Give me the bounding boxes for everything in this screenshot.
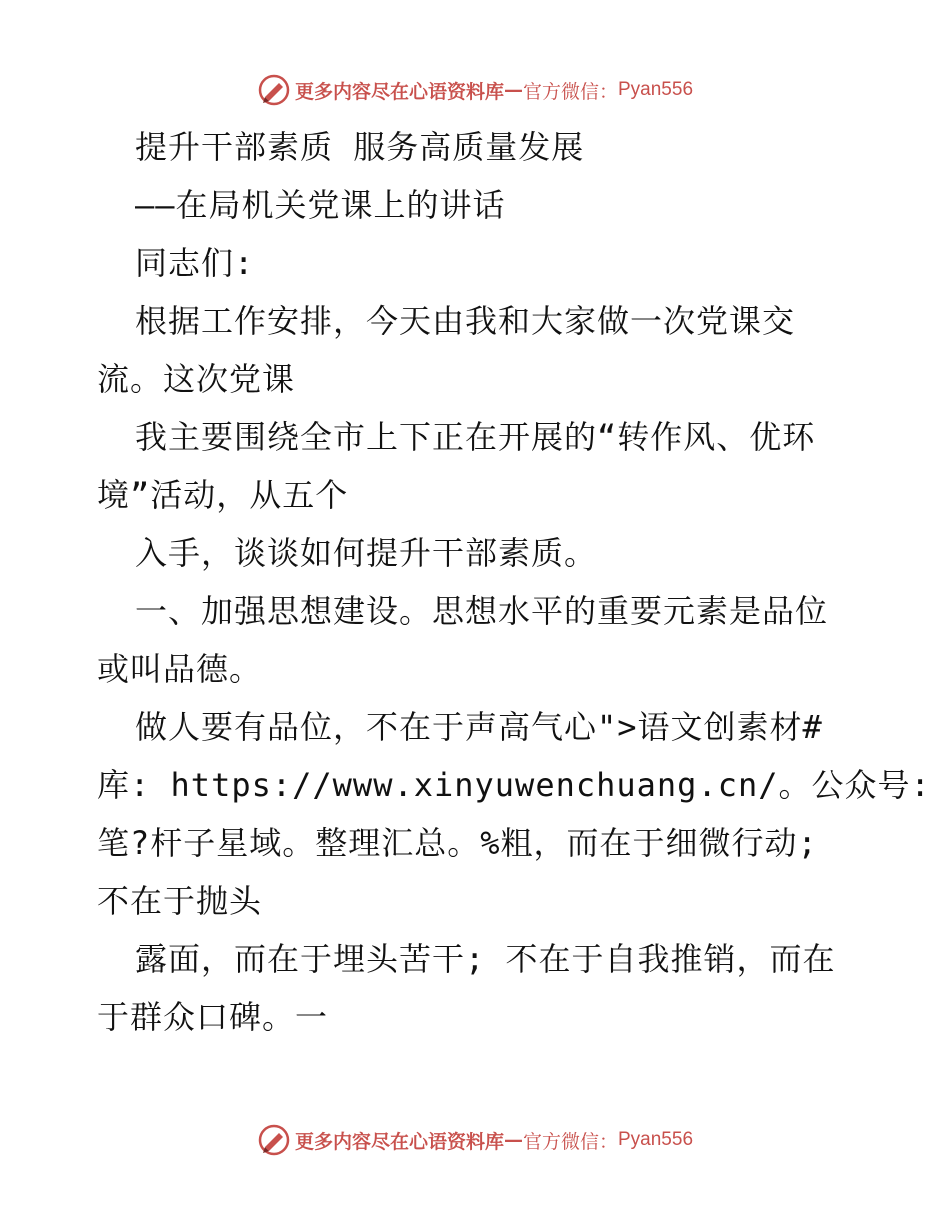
document-body (97, 118, 931, 1046)
banner-wechat-label: 官方微信： (522, 80, 618, 103)
banner-text: 更多内容尽在心语资料库 (294, 80, 504, 103)
text-line: 做人要有品位，不在于声高气心">语文创素材# (135, 708, 823, 746)
salutation: 同志们: (135, 244, 255, 282)
text-line: 不在于抛头 (97, 882, 263, 920)
text-line: 露面，而在于埋头苦干; 不在于自我推销，而在 (135, 940, 836, 978)
text-line: 根据工作安排，今天由我和大家做一次党课交 (135, 302, 796, 340)
doc-subtitle: ——在局机关党课上的讲话 (135, 186, 506, 224)
footer-watermark-banner (0, 1120, 950, 1160)
banner-dash: — (503, 79, 523, 101)
pen-logo-icon (257, 1123, 291, 1157)
text-line: 库: https://www.xinyuwenchuang.cn/。公众号: (97, 766, 931, 804)
text-line: 流。这次党课 (97, 360, 296, 398)
text-line: 入手，谈谈如何提升干部素质。 (135, 534, 598, 572)
text-line: 境”活动，从五个 (97, 476, 349, 514)
banner-wechat-id: Pyan556 (618, 1129, 694, 1150)
section-heading-line: 一、加强思想建设。思想水平的重要元素是品位 (135, 592, 829, 630)
banner-wechat-label: 官方微信： (522, 1130, 618, 1153)
header-watermark-banner (0, 70, 950, 110)
doc-title: 提升干部素质 服务高质量发展 (135, 128, 585, 166)
text-line: 或叫品德。 (97, 650, 263, 688)
banner-text: 更多内容尽在心语资料库 (294, 1130, 504, 1153)
text-line: 笔?杆子星域。整理汇总。%粗，而在于细微行动; (97, 824, 818, 862)
pen-logo-icon (257, 73, 291, 107)
text-line: 我主要围绕全市上下正在开展的“转作风、优环 (135, 418, 816, 456)
text-line: 于群众口碑。一 (97, 998, 329, 1036)
banner-dash: — (503, 1129, 523, 1151)
banner-wechat-id: Pyan556 (618, 79, 694, 100)
